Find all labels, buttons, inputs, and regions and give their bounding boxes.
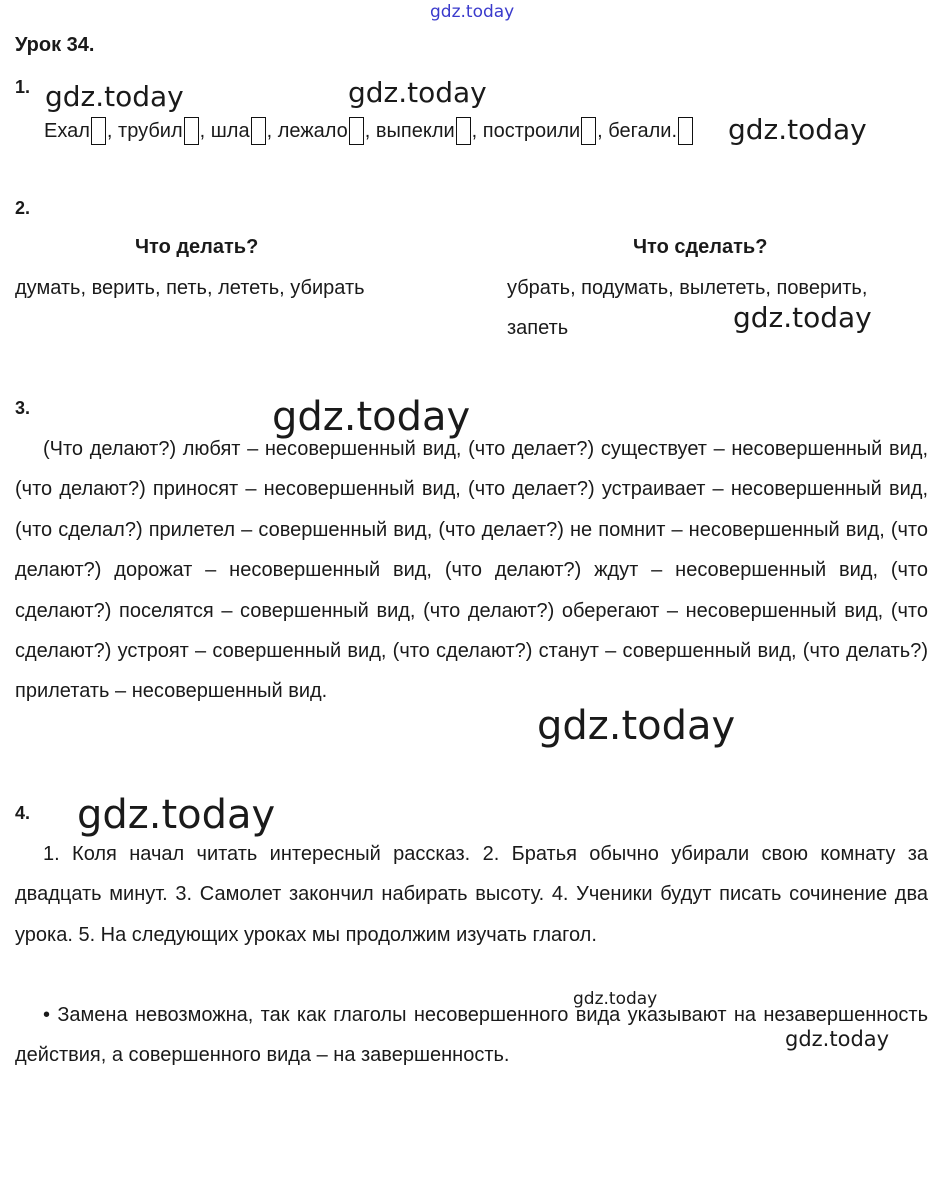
watermark: gdz.today <box>272 394 471 440</box>
watermark: gdz.today <box>348 76 487 109</box>
watermark: gdz.today <box>537 703 736 749</box>
watermark: gdz.today <box>785 1027 890 1051</box>
answer-box <box>456 117 471 145</box>
answer-box <box>349 117 364 145</box>
verb-word: , шла <box>199 120 250 142</box>
watermark: gdz.today <box>45 80 184 113</box>
answer-box <box>678 117 693 145</box>
verb-word: , выпекли <box>364 120 455 142</box>
task3-text: (Что делают?) любят – несовершенный вид, (что делает?) существует – несовершенный вид, (что делают?) приносят – несовершенный вид, (что делает?) устраивает – несовершенный вид, (что сделал?) прилетел – совершенный вид, (что делает?) не помнит – несовершенный вид, (что делают?) дорожат – несовершенный вид, (что делают?) ждут – несовершенный вид, (что сделают?) поселятся – совершенный вид, (что делают?) оберегают – несовершенный вид, (что сделают?) устроят – совершенный вид, (что сделают?) станут – совершенный вид, (что делать?) прилетать – несовершенный вид. <box>15 438 928 703</box>
period: . <box>671 120 678 142</box>
task1-line <box>44 117 694 145</box>
verb-word: , построили <box>471 120 581 142</box>
lesson-title: Урок 34. <box>15 34 95 56</box>
task2-right-line1: убрать, подумать, вылететь, поверить, <box>507 277 868 299</box>
answer-box <box>91 117 106 145</box>
task3-number: 3. <box>15 398 31 418</box>
task2-left-heading: Что делать? <box>135 236 259 258</box>
task2-number: 2. <box>15 198 31 218</box>
task1-number: 1. <box>15 77 31 97</box>
verb-word: , бегали <box>597 120 672 142</box>
verb-word: , лежало <box>266 120 348 142</box>
task2-right-heading: Что сделать? <box>633 236 768 258</box>
watermark: gdz.today <box>77 792 276 838</box>
answer-box <box>581 117 596 145</box>
answer-box <box>184 117 199 145</box>
verb-word: , трубил <box>106 120 183 142</box>
watermark: gdz.today <box>573 989 658 1009</box>
task2-right-line2: запеть <box>507 317 569 339</box>
verb-word: Ехал <box>44 120 90 142</box>
watermark: gdz.today <box>728 113 867 146</box>
task2-left-text: думать, верить, петь, лететь, убирать <box>15 277 365 299</box>
task4-note: • Замена невозможна, так как глаголы несовершенного вида указывают на незавершенность действия, а совершенного вида – на завершенность. <box>15 1004 928 1067</box>
answer-box <box>251 117 266 145</box>
task4-text: 1. Коля начал читать интересный рассказ. 2. Братья обычно убирали свою комнату за двадцать минут. 3. Самолет закончил набирать высоту. 4. Ученики будут писать сочинение два урока. 5. На следующих уроках мы продолжим изучать глагол. <box>15 843 928 946</box>
task4-number: 4. <box>15 803 31 823</box>
watermark-top: gdz.today <box>430 2 515 22</box>
watermark: gdz.today <box>733 301 872 334</box>
